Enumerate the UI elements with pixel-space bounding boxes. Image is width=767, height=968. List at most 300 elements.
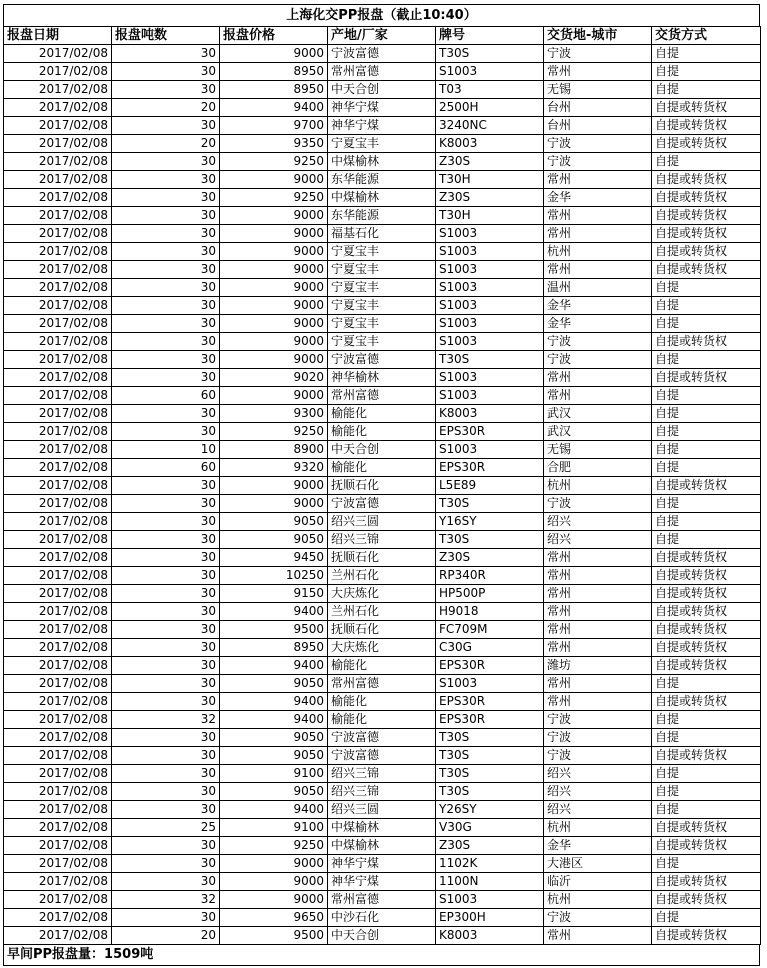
table-row — [4, 81, 761, 99]
cell-delivery-method: 自提或转货权 — [652, 117, 761, 135]
cell-tonnage: 20 — [112, 135, 220, 153]
cell-grade: EPS30R — [436, 657, 544, 675]
cell-tonnage: 30 — [112, 657, 220, 675]
cell-tonnage: 10 — [112, 441, 220, 459]
cell-date: 2017/02/08 — [4, 297, 112, 315]
cell-tonnage: 30 — [112, 225, 220, 243]
cell-date: 2017/02/08 — [4, 387, 112, 405]
cell-price: 9000 — [220, 225, 328, 243]
cell-tonnage: 30 — [112, 369, 220, 387]
cell-producer: 中天合创 — [328, 81, 436, 99]
table-row — [4, 567, 761, 585]
cell-price: 9400 — [220, 711, 328, 729]
table-row — [4, 747, 761, 765]
cell-tonnage: 30 — [112, 621, 220, 639]
cell-price: 9000 — [220, 333, 328, 351]
cell-tonnage: 30 — [112, 297, 220, 315]
cell-price: 9000 — [220, 873, 328, 891]
cell-grade: T30S — [436, 783, 544, 801]
cell-date: 2017/02/08 — [4, 549, 112, 567]
cell-delivery-method: 自提或转货权 — [652, 333, 761, 351]
cell-producer: 宁夏宝丰 — [328, 297, 436, 315]
cell-delivery-city: 绍兴 — [544, 765, 652, 783]
cell-delivery-method: 自提 — [652, 81, 761, 99]
cell-producer: 宁波富德 — [328, 351, 436, 369]
cell-grade: S1003 — [436, 63, 544, 81]
cell-delivery-city: 宁波 — [544, 729, 652, 747]
cell-producer: 绍兴三锦 — [328, 765, 436, 783]
cell-tonnage: 30 — [112, 45, 220, 63]
cell-price: 9000 — [220, 351, 328, 369]
table-row — [4, 495, 761, 513]
header-delivery-city: 交货地-城市 — [544, 27, 652, 45]
table-row — [4, 711, 761, 729]
cell-delivery-city: 杭州 — [544, 477, 652, 495]
cell-grade: 2500H — [436, 99, 544, 117]
cell-tonnage: 30 — [112, 801, 220, 819]
cell-delivery-method: 自提 — [652, 405, 761, 423]
cell-grade: T30S — [436, 495, 544, 513]
table-row — [4, 819, 761, 837]
cell-producer: 榆能化 — [328, 459, 436, 477]
table-row — [4, 783, 761, 801]
cell-delivery-method: 自提 — [652, 315, 761, 333]
cell-producer: 中煤榆林 — [328, 837, 436, 855]
cell-delivery-method: 自提或转货权 — [652, 837, 761, 855]
cell-producer: 神华宁煤 — [328, 99, 436, 117]
cell-producer: 宁波富德 — [328, 729, 436, 747]
cell-date: 2017/02/08 — [4, 333, 112, 351]
cell-producer: 宁夏宝丰 — [328, 261, 436, 279]
cell-date: 2017/02/08 — [4, 693, 112, 711]
cell-date: 2017/02/08 — [4, 567, 112, 585]
cell-tonnage: 30 — [112, 549, 220, 567]
cell-date: 2017/02/08 — [4, 261, 112, 279]
cell-price: 9000 — [220, 495, 328, 513]
table-row — [4, 261, 761, 279]
cell-tonnage: 30 — [112, 639, 220, 657]
cell-price: 9020 — [220, 369, 328, 387]
cell-tonnage: 30 — [112, 243, 220, 261]
table-row — [4, 909, 761, 927]
table-row — [4, 603, 761, 621]
cell-date: 2017/02/08 — [4, 423, 112, 441]
cell-delivery-method: 自提 — [652, 279, 761, 297]
cell-price: 9500 — [220, 621, 328, 639]
cell-date: 2017/02/08 — [4, 711, 112, 729]
cell-tonnage: 30 — [112, 477, 220, 495]
cell-producer: 宁夏宝丰 — [328, 333, 436, 351]
cell-tonnage: 30 — [112, 279, 220, 297]
cell-tonnage: 30 — [112, 873, 220, 891]
cell-delivery-method: 自提 — [652, 459, 761, 477]
cell-tonnage: 30 — [112, 207, 220, 225]
cell-tonnage: 30 — [112, 117, 220, 135]
cell-producer: 中沙石化 — [328, 909, 436, 927]
cell-delivery-method: 自提 — [652, 297, 761, 315]
cell-delivery-city: 宁波 — [544, 747, 652, 765]
cell-grade: S1003 — [436, 297, 544, 315]
cell-producer: 绍兴三锦 — [328, 531, 436, 549]
cell-tonnage: 30 — [112, 909, 220, 927]
table-row — [4, 225, 761, 243]
table-row — [4, 279, 761, 297]
cell-delivery-city: 常州 — [544, 639, 652, 657]
cell-producer: 抚顺石化 — [328, 621, 436, 639]
cell-delivery-method: 自提 — [652, 531, 761, 549]
cell-tonnage: 30 — [112, 513, 220, 531]
cell-delivery-city: 杭州 — [544, 819, 652, 837]
cell-delivery-city: 宁波 — [544, 45, 652, 63]
cell-price: 9000 — [220, 297, 328, 315]
cell-producer: 神华宁煤 — [328, 873, 436, 891]
cell-grade: EPS30R — [436, 693, 544, 711]
table-row — [4, 729, 761, 747]
cell-price: 8900 — [220, 441, 328, 459]
cell-delivery-city: 常州 — [544, 621, 652, 639]
table-row — [4, 657, 761, 675]
cell-grade: Y26SY — [436, 801, 544, 819]
cell-grade: T30S — [436, 45, 544, 63]
cell-grade: T30H — [436, 207, 544, 225]
table-row — [4, 387, 761, 405]
cell-date: 2017/02/08 — [4, 855, 112, 873]
cell-grade: 1102K — [436, 855, 544, 873]
cell-tonnage: 30 — [112, 81, 220, 99]
cell-delivery-method: 自提 — [652, 63, 761, 81]
cell-date: 2017/02/08 — [4, 531, 112, 549]
cell-grade: Z30S — [436, 837, 544, 855]
table-row — [4, 837, 761, 855]
cell-delivery-city: 常州 — [544, 207, 652, 225]
cell-producer: 神华榆林 — [328, 369, 436, 387]
cell-delivery-method: 自提或转货权 — [652, 189, 761, 207]
cell-tonnage: 30 — [112, 567, 220, 585]
cell-date: 2017/02/08 — [4, 459, 112, 477]
cell-tonnage: 30 — [112, 423, 220, 441]
cell-grade: 3240NC — [436, 117, 544, 135]
cell-delivery-city: 常州 — [544, 549, 652, 567]
cell-price: 9450 — [220, 549, 328, 567]
cell-delivery-method: 自提或转货权 — [652, 621, 761, 639]
cell-grade: FC709M — [436, 621, 544, 639]
table-row — [4, 513, 761, 531]
cell-producer: 大庆炼化 — [328, 585, 436, 603]
cell-date: 2017/02/08 — [4, 153, 112, 171]
cell-delivery-city: 绍兴 — [544, 801, 652, 819]
spreadsheet — [3, 4, 760, 966]
cell-date: 2017/02/08 — [4, 99, 112, 117]
header-tonnage: 报盘吨数 — [112, 27, 220, 45]
cell-delivery-city: 临沂 — [544, 873, 652, 891]
cell-producer: 宁夏宝丰 — [328, 315, 436, 333]
cell-price: 8950 — [220, 81, 328, 99]
cell-grade: C30G — [436, 639, 544, 657]
cell-grade: T30H — [436, 171, 544, 189]
cell-date: 2017/02/08 — [4, 315, 112, 333]
cell-tonnage: 30 — [112, 405, 220, 423]
cell-producer: 榆能化 — [328, 693, 436, 711]
cell-delivery-method: 自提 — [652, 153, 761, 171]
cell-producer: 抚顺石化 — [328, 477, 436, 495]
cell-delivery-city: 常州 — [544, 369, 652, 387]
cell-tonnage: 30 — [112, 333, 220, 351]
cell-tonnage: 30 — [112, 855, 220, 873]
cell-delivery-method: 自提 — [652, 45, 761, 63]
table-row — [4, 459, 761, 477]
table-row — [4, 621, 761, 639]
cell-price: 9250 — [220, 837, 328, 855]
cell-price: 9050 — [220, 747, 328, 765]
table-row — [4, 189, 761, 207]
cell-delivery-method: 自提 — [652, 441, 761, 459]
cell-tonnage: 30 — [112, 189, 220, 207]
cell-delivery-city: 无锡 — [544, 81, 652, 99]
cell-grade: HP500P — [436, 585, 544, 603]
cell-price: 9050 — [220, 513, 328, 531]
cell-producer: 宁波富德 — [328, 747, 436, 765]
cell-price: 9350 — [220, 135, 328, 153]
sheet-title: 上海化交PP报盘（截止10:40） — [3, 4, 760, 26]
cell-tonnage: 30 — [112, 783, 220, 801]
table-row — [4, 135, 761, 153]
table-row — [4, 801, 761, 819]
table-row — [4, 153, 761, 171]
cell-tonnage: 60 — [112, 387, 220, 405]
table-row — [4, 927, 761, 945]
table-row — [4, 639, 761, 657]
cell-delivery-city: 杭州 — [544, 243, 652, 261]
cell-delivery-method: 自提 — [652, 675, 761, 693]
cell-producer: 榆能化 — [328, 405, 436, 423]
cell-delivery-method: 自提或转货权 — [652, 927, 761, 945]
cell-grade: S1003 — [436, 387, 544, 405]
cell-date: 2017/02/08 — [4, 189, 112, 207]
table-row — [4, 99, 761, 117]
cell-date: 2017/02/08 — [4, 63, 112, 81]
table-row — [4, 243, 761, 261]
cell-tonnage: 30 — [112, 837, 220, 855]
cell-date: 2017/02/08 — [4, 225, 112, 243]
cell-date: 2017/02/08 — [4, 81, 112, 99]
cell-date: 2017/02/08 — [4, 441, 112, 459]
cell-date: 2017/02/08 — [4, 513, 112, 531]
cell-delivery-city: 金华 — [544, 189, 652, 207]
cell-tonnage: 30 — [112, 765, 220, 783]
cell-date: 2017/02/08 — [4, 117, 112, 135]
cell-grade: V30G — [436, 819, 544, 837]
cell-tonnage: 30 — [112, 531, 220, 549]
cell-delivery-city: 宁波 — [544, 153, 652, 171]
cell-date: 2017/02/08 — [4, 369, 112, 387]
cell-date: 2017/02/08 — [4, 837, 112, 855]
cell-delivery-method: 自提或转货权 — [652, 819, 761, 837]
cell-grade: RP340R — [436, 567, 544, 585]
cell-delivery-city: 常州 — [544, 225, 652, 243]
cell-price: 9000 — [220, 243, 328, 261]
cell-delivery-method: 自提或转货权 — [652, 369, 761, 387]
cell-price: 9000 — [220, 387, 328, 405]
cell-delivery-city: 宁波 — [544, 333, 652, 351]
cell-delivery-method: 自提或转货权 — [652, 891, 761, 909]
table-row — [4, 405, 761, 423]
cell-delivery-method: 自提 — [652, 387, 761, 405]
cell-grade: S1003 — [436, 333, 544, 351]
table-row — [4, 423, 761, 441]
cell-delivery-city: 常州 — [544, 585, 652, 603]
table-row — [4, 441, 761, 459]
cell-delivery-city: 常州 — [544, 693, 652, 711]
cell-delivery-city: 温州 — [544, 279, 652, 297]
cell-price: 8950 — [220, 639, 328, 657]
cell-producer: 兰州石化 — [328, 567, 436, 585]
cell-producer: 常州富德 — [328, 387, 436, 405]
cell-date: 2017/02/08 — [4, 909, 112, 927]
cell-delivery-method: 自提或转货权 — [652, 567, 761, 585]
cell-tonnage: 25 — [112, 819, 220, 837]
cell-price: 9000 — [220, 207, 328, 225]
cell-delivery-method: 自提 — [652, 909, 761, 927]
cell-delivery-city: 宁波 — [544, 351, 652, 369]
cell-delivery-method: 自提或转货权 — [652, 603, 761, 621]
cell-price: 9500 — [220, 927, 328, 945]
cell-producer: 宁波富德 — [328, 45, 436, 63]
cell-delivery-city: 常州 — [544, 63, 652, 81]
cell-date: 2017/02/08 — [4, 675, 112, 693]
cell-date: 2017/02/08 — [4, 621, 112, 639]
cell-producer: 神华宁煤 — [328, 117, 436, 135]
cell-grade: H9018 — [436, 603, 544, 621]
header-date: 报盘日期 — [4, 27, 112, 45]
cell-price: 9400 — [220, 99, 328, 117]
cell-producer: 东华能源 — [328, 207, 436, 225]
offer-table — [3, 26, 761, 945]
cell-date: 2017/02/08 — [4, 279, 112, 297]
cell-tonnage: 30 — [112, 729, 220, 747]
cell-producer: 宁波富德 — [328, 495, 436, 513]
cell-price: 10250 — [220, 567, 328, 585]
cell-delivery-method: 自提或转货权 — [652, 477, 761, 495]
cell-delivery-city: 常州 — [544, 171, 652, 189]
cell-producer: 宁夏宝丰 — [328, 135, 436, 153]
cell-delivery-city: 合肥 — [544, 459, 652, 477]
table-row — [4, 207, 761, 225]
cell-grade: Z30S — [436, 153, 544, 171]
cell-tonnage: 60 — [112, 459, 220, 477]
cell-delivery-method: 自提 — [652, 765, 761, 783]
cell-grade: S1003 — [436, 243, 544, 261]
cell-delivery-city: 常州 — [544, 927, 652, 945]
table-row — [4, 117, 761, 135]
cell-delivery-method: 自提或转货权 — [652, 261, 761, 279]
cell-date: 2017/02/08 — [4, 45, 112, 63]
cell-producer: 榆能化 — [328, 711, 436, 729]
cell-delivery-method: 自提或转货权 — [652, 99, 761, 117]
cell-price: 9650 — [220, 909, 328, 927]
cell-grade: Z30S — [436, 189, 544, 207]
cell-price: 9320 — [220, 459, 328, 477]
cell-price: 9300 — [220, 405, 328, 423]
header-grade: 牌号 — [436, 27, 544, 45]
table-row — [4, 873, 761, 891]
cell-date: 2017/02/08 — [4, 765, 112, 783]
cell-price: 9250 — [220, 423, 328, 441]
cell-price: 9050 — [220, 675, 328, 693]
table-row — [4, 693, 761, 711]
cell-producer: 宁夏宝丰 — [328, 279, 436, 297]
cell-date: 2017/02/08 — [4, 351, 112, 369]
cell-date: 2017/02/08 — [4, 207, 112, 225]
cell-grade: T30S — [436, 351, 544, 369]
cell-grade: T30S — [436, 531, 544, 549]
cell-date: 2017/02/08 — [4, 585, 112, 603]
cell-date: 2017/02/08 — [4, 405, 112, 423]
cell-date: 2017/02/08 — [4, 135, 112, 153]
cell-delivery-method: 自提 — [652, 801, 761, 819]
cell-tonnage: 30 — [112, 153, 220, 171]
table-row — [4, 333, 761, 351]
cell-tonnage: 30 — [112, 171, 220, 189]
cell-grade: EP300H — [436, 909, 544, 927]
cell-tonnage: 30 — [112, 495, 220, 513]
table-row — [4, 549, 761, 567]
cell-delivery-method: 自提或转货权 — [652, 657, 761, 675]
cell-grade: EPS30R — [436, 459, 544, 477]
cell-price: 9050 — [220, 783, 328, 801]
cell-tonnage: 30 — [112, 63, 220, 81]
cell-delivery-method: 自提或转货权 — [652, 243, 761, 261]
cell-grade: S1003 — [436, 261, 544, 279]
cell-grade: Z30S — [436, 549, 544, 567]
cell-tonnage: 30 — [112, 585, 220, 603]
cell-date: 2017/02/08 — [4, 171, 112, 189]
cell-producer: 兰州石化 — [328, 603, 436, 621]
cell-price: 9000 — [220, 45, 328, 63]
cell-price: 9250 — [220, 153, 328, 171]
cell-grade: Y16SY — [436, 513, 544, 531]
cell-price: 9000 — [220, 891, 328, 909]
cell-delivery-method: 自提 — [652, 783, 761, 801]
cell-delivery-method: 自提或转货权 — [652, 693, 761, 711]
cell-tonnage: 30 — [112, 261, 220, 279]
cell-delivery-method: 自提 — [652, 855, 761, 873]
cell-price: 9400 — [220, 801, 328, 819]
cell-price: 9000 — [220, 315, 328, 333]
cell-price: 9100 — [220, 765, 328, 783]
cell-price: 9400 — [220, 657, 328, 675]
header-delivery-method: 交货方式 — [652, 27, 761, 45]
cell-delivery-method: 自提 — [652, 423, 761, 441]
cell-grade: L5E89 — [436, 477, 544, 495]
table-row — [4, 477, 761, 495]
cell-delivery-city: 宁波 — [544, 135, 652, 153]
table-row — [4, 45, 761, 63]
cell-delivery-city: 宁波 — [544, 495, 652, 513]
cell-producer: 绍兴三圆 — [328, 513, 436, 531]
cell-tonnage: 30 — [112, 693, 220, 711]
cell-producer: 中煤榆林 — [328, 819, 436, 837]
cell-delivery-city: 常州 — [544, 387, 652, 405]
cell-tonnage: 30 — [112, 603, 220, 621]
cell-price: 9000 — [220, 279, 328, 297]
cell-producer: 神华宁煤 — [328, 855, 436, 873]
cell-tonnage: 20 — [112, 927, 220, 945]
cell-producer: 福基石化 — [328, 225, 436, 243]
cell-delivery-method: 自提或转货权 — [652, 549, 761, 567]
cell-date: 2017/02/08 — [4, 495, 112, 513]
cell-producer: 绍兴三锦 — [328, 783, 436, 801]
cell-tonnage: 32 — [112, 711, 220, 729]
